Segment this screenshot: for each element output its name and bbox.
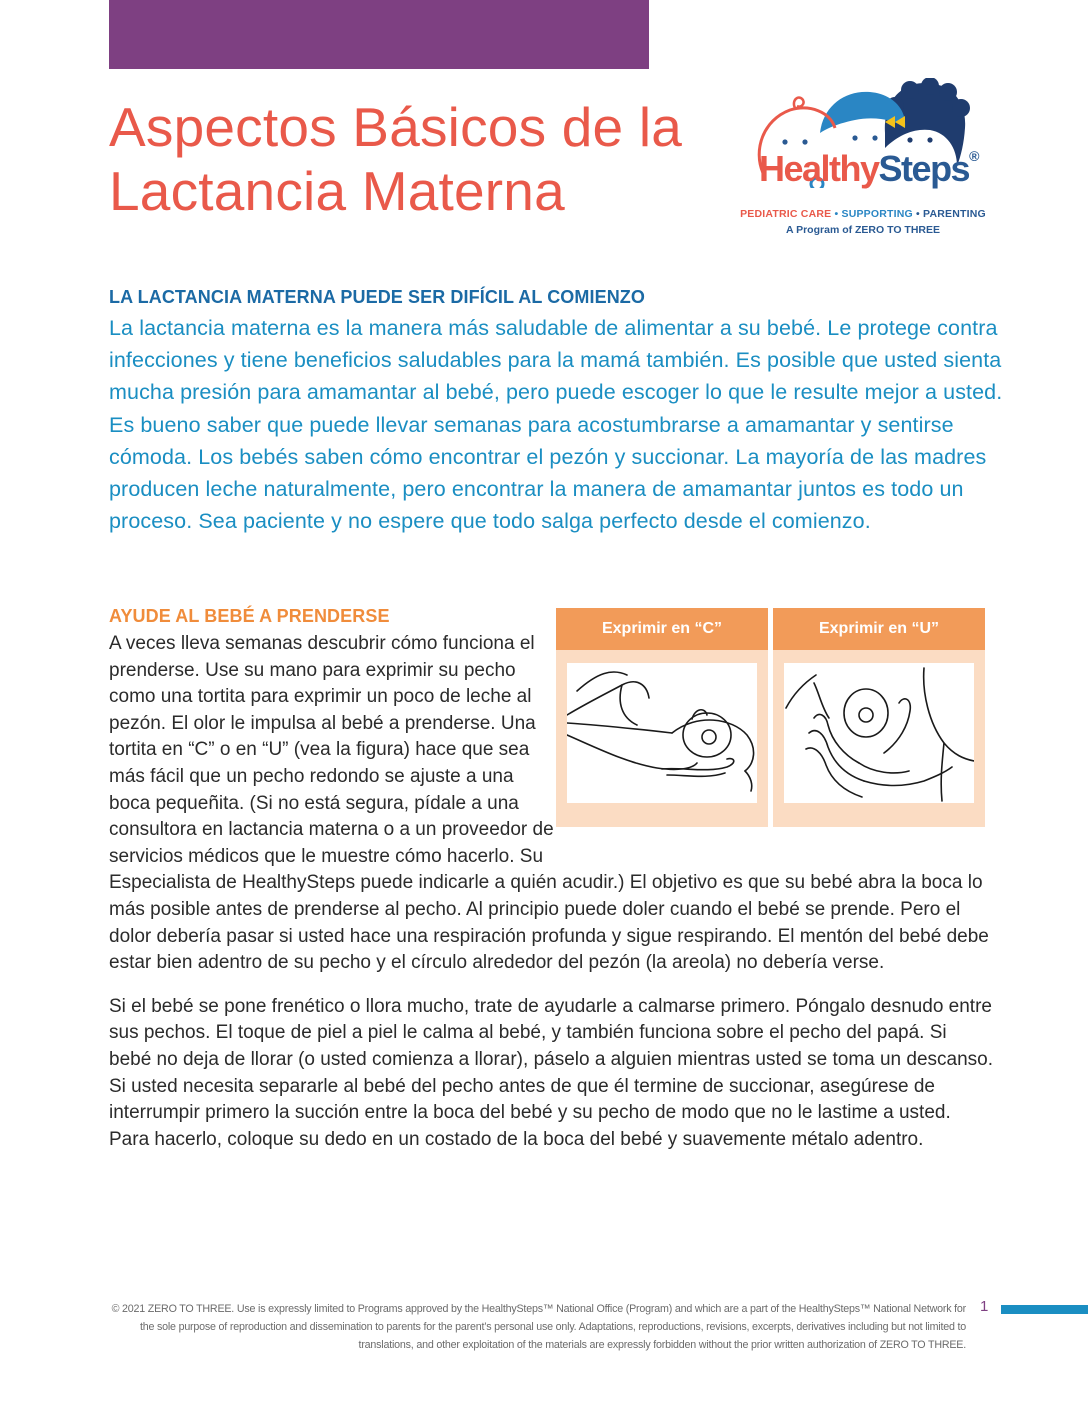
logo-wordmark-steps: Steps [878,148,970,189]
latch-paragraph-1: A veces lleva semanas descubrir cómo funciona el prenderse. Use su mano para exprimir su pecho como una tortita para exprimir un poco de leche al pezón. El olor le impulsa al bebé a prenderse. Una tortita en “C” o en “U” (vea la figura) hace que sea más fácil que un pecho redondo se ajuste a una boca pequeñita. (Si no está segura, pídale a una consultora en lactancia materna o a un proveedor de servicios médicos que le muestre cómo hacerlo. Su Especialista de HealthySteps puede indicarle a quién acudir.) El objetivo es que su bebé abra la boca lo más posible antes de prenderse al pecho. Al principio puede doler cuando el bebé se prende. Pero el dolor debería pasar si usted hace una respiración profunda y sigue respirando. El mentón del bebé debe estar bien adentro de su pecho y el círculo alrededor del pezón (la areola) no debería verse. [109,633,989,974]
figure-label-u: Exprimir en “U” [773,608,985,650]
logo-wordmark-healthy: Healthy [759,148,879,189]
tagline-supporting: SUPPORTING [841,208,913,220]
copyright-footer: © 2021 ZERO TO THREE. Use is expressly limited to Programs approved by the HealthySteps™ National Office (Program) and which are a part of the HealthySteps™ National Network for the sole purpose of reproduction and dissemination to parents for the parent’s personal use only. Adaptations, reproductions, revisions, excerpts, derivatives including but not limited to translations, and other exploitation of the materials are expressly forbidden without the prior written authorization of ZERO TO THREE. [111,1303,966,1351]
c-hold-illustration [567,663,757,803]
header-color-bar [109,0,649,69]
tagline-bullet: • [831,208,842,220]
tagline-parenting: PARENTING [923,208,986,220]
latch-paragraph-2: Si el bebé se pone frenético o llora mucho, trate de ayudarle a calmarse primero. Póngalo desnudo entre sus pechos. El toque de piel a piel le calma al bebé, y también funciona sobre el pecho del papá. Si bebé no deja de llorar (o usted comienza a llorar), páselo a alguien mientras usted se toma un descanso. Si usted necesita separarle al bebé del pecho antes de que él termine de succionar, asegúrese de interrumpir primero la succión entre la boca del bebé y su pecho de modo que no le lastime a usted. Para hacerlo, coloque su dedo en un costado de la boca del bebé y suavemente métalo adentro. [109,995,994,1150]
tagline-bullet: • [912,208,924,220]
breast-compression-figure [556,608,985,827]
page-number-rule [1001,1305,1088,1314]
section-intro-text: La lactancia materna es la manera más saludable de alimentar a su bebé. Le protege contra infecciones y tiene beneficios saludables para la mamá también. Es posible que usted sienta mucha presión para amamantar al bebé, pero puede escoger lo que le resulte mejor a usted. Es bueno saber que puede llevar semanas para acostumbrarse a amamantar y sentirse cómoda. Los bebés saben cómo encontrar el pezón y succionar. La mayoría de las madres producen leche naturalmente, pero encontrar la manera de amamantar juntos es todo un proceso. Sea paciente y no espere que todo salga perfecto desde el comienzo. [109,316,1003,534]
tagline-pediatric-care: PEDIATRIC CARE [740,208,832,220]
logo-wordmark [759,148,978,190]
logo-tagline [735,208,991,220]
u-hold-illustration [784,663,974,803]
registered-mark: ® [969,148,978,164]
section-heading-latch: AYUDE AL BEBÉ A PRENDERSE [109,606,390,626]
figure-panel-c [556,608,768,827]
figure-panel-u [773,608,985,827]
healthysteps-logo [735,78,991,238]
page-title: Aspectos Básicos de la Lactancia Materna [109,96,683,222]
section-heading-difficult-start: LA LACTANCIA MATERNA PUEDE SER DIFÍCIL AL COMIENZO [109,287,645,307]
figure-label-c: Exprimir en “C” [556,608,768,650]
logo-subline: A Program of ZERO TO THREE [785,224,940,236]
page-number: 1 [980,1298,989,1315]
